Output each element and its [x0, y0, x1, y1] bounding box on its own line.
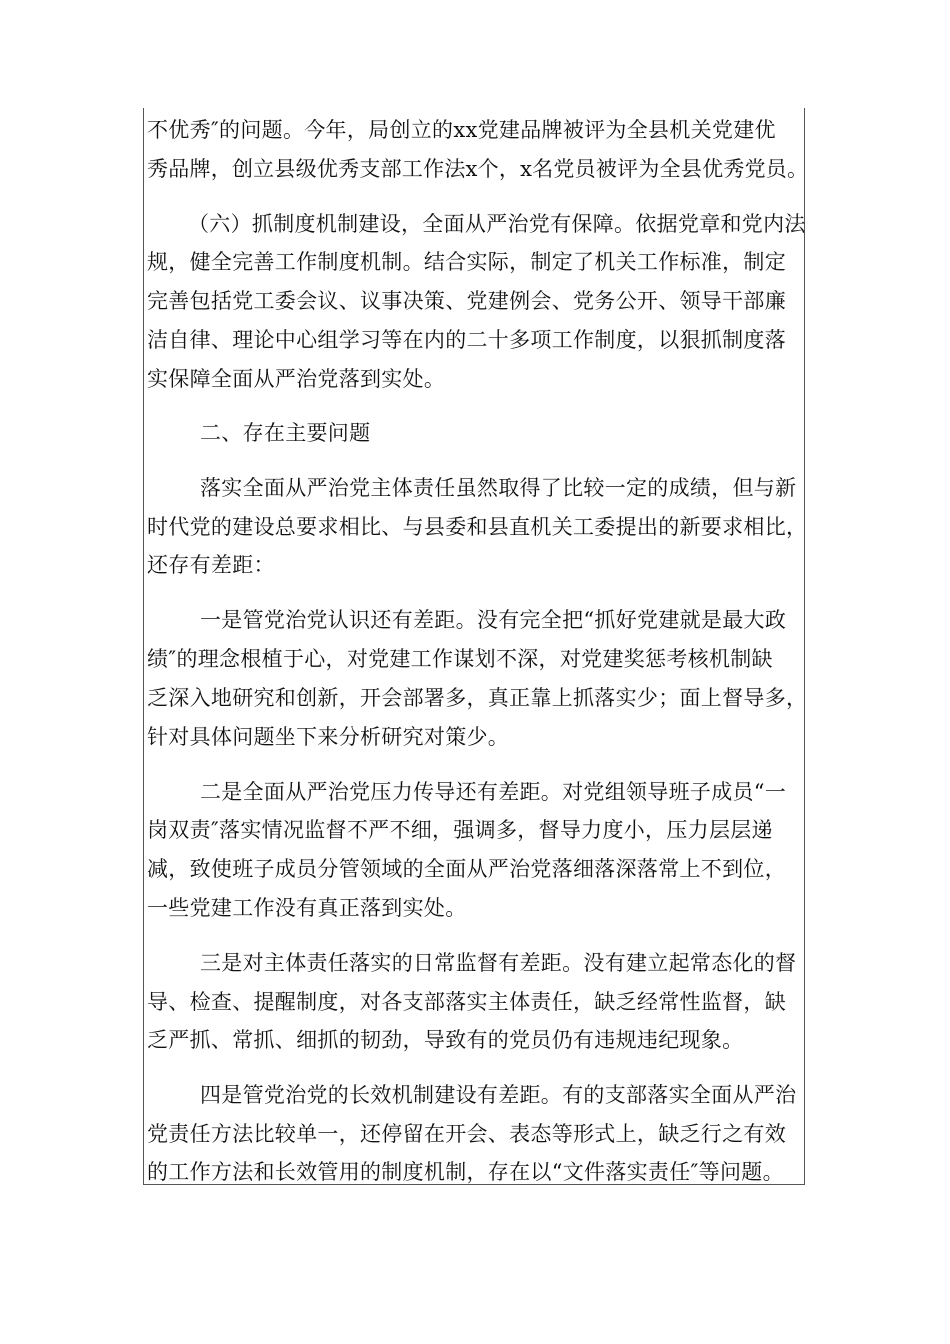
paragraph-line: 一是管党治党认识还有差距。没有完全把“抓好党建就是最大政 — [200, 608, 787, 632]
paragraph-line: 秀品牌，创立县级优秀支部工作法x个，x名党员被评为全县优秀党员。 — [147, 157, 809, 181]
paragraph-line: 的工作方法和长效管用的制度机制，存在以“文件落实责任″等问题。 — [147, 1160, 784, 1184]
paragraph-line: 绩″的理念根植于心，对党建工作谋划不深，对党建奖惩考核机制缺 — [147, 647, 773, 671]
paragraph-line: 减，致使班子成员分管领域的全面从严治党落细落深落常上不到位， — [147, 857, 786, 881]
paragraph-line: 乏严抓、常抓、细抓的韧劲，导致有的党员仍有违规违纪现象。 — [147, 1028, 744, 1052]
paragraph-line: 三是对主体责任落实的日常监督有差距。没有建立起常态化的督 — [200, 951, 797, 975]
paragraph-line: 党责任方法比较单一，还停留在开会、表态等形式上，缺乏行之有效 — [147, 1122, 786, 1146]
paragraph-line: 乏深入地研究和创新，开会部署多，真正靠上抓落实少；面上督导多， — [147, 686, 808, 710]
paragraph-line: 一些党建工作没有真正落到实处。 — [147, 896, 467, 920]
paragraph-line: 实保障全面从严治党落到实处。 — [147, 367, 446, 391]
paragraph-line: （六）抓制度机制建设，全面从严治党有保障。依据党章和党内法 — [188, 212, 806, 236]
paragraph-line: 四是管党治党的长效机制建设有差距。有的支部落实全面从严治 — [200, 1083, 797, 1107]
paragraph-line: 时代党的建设总要求相比、与县委和县直机关工委提出的新要求相比， — [147, 515, 808, 539]
paragraph-line: 还存有差距： — [147, 553, 275, 577]
paragraph-line: 落实全面从严治党主体责任虽然取得了比较一定的成绩，但与新 — [200, 476, 797, 500]
paragraph-line: 不优秀″的问题。今年，局创立的xx党建品牌被评为全县机关党建优 — [147, 118, 776, 142]
paragraph-line: 洁自律、理论中心组学习等在内的二十多项工作制度，以狠抓制度落 — [147, 328, 786, 352]
paragraph-line: 岗双责″落实情况监督不严不细，强调多，督导力度小，压力层层递 — [147, 818, 773, 842]
paragraph-line: 导、检查、提醒制度，对各支部落实主体责任，缺乏经常性监督，缺 — [147, 990, 786, 1014]
section-heading: 二、存在主要问题 — [200, 421, 371, 445]
paragraph-line: 二是全面从严治党压力传导还有差距。对党组领导班子成员“一 — [200, 780, 787, 804]
paragraph-line: 规，健全完善工作制度机制。结合实际，制定了机关工作标准，制定 — [147, 250, 786, 274]
paragraph-line: 完善包括党工委会议、议事决策、党建例会、党务公开、领导干部廉 — [147, 289, 786, 313]
paragraph-line: 针对具体问题坐下来分析研究对策少。 — [147, 725, 510, 749]
